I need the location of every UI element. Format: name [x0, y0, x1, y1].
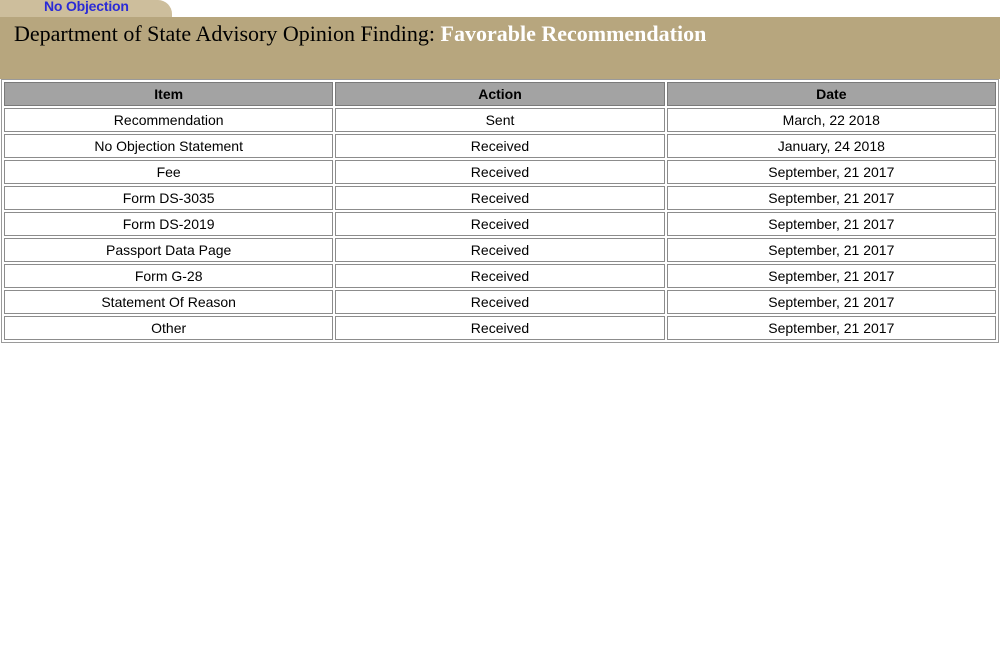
cell-date: September, 21 2017 — [667, 316, 996, 340]
cell-date: September, 21 2017 — [667, 212, 996, 236]
document-status-table — [1, 79, 999, 343]
cell-date: September, 21 2017 — [667, 160, 996, 184]
banner-prefix: Department of State Advisory Opinion Finding: — [14, 21, 436, 46]
cell-date: September, 21 2017 — [667, 290, 996, 314]
status-tab[interactable] — [0, 0, 172, 17]
table-row — [4, 238, 996, 262]
table-row — [4, 212, 996, 236]
cell-action: Received — [335, 264, 664, 288]
cell-date: September, 21 2017 — [667, 238, 996, 262]
cell-date: January, 24 2018 — [667, 134, 996, 158]
cell-date: September, 21 2017 — [667, 186, 996, 210]
cell-item: Recommendation — [4, 108, 333, 132]
table-row — [4, 316, 996, 340]
header-date: Date — [667, 82, 996, 106]
cell-item: No Objection Statement — [4, 134, 333, 158]
banner-text — [14, 21, 706, 47]
cell-item: Passport Data Page — [4, 238, 333, 262]
cell-action: Received — [335, 134, 664, 158]
cell-item: Form DS-3035 — [4, 186, 333, 210]
cell-action: Received — [335, 290, 664, 314]
cell-action: Received — [335, 212, 664, 236]
status-tab-label: No Objection — [44, 0, 129, 14]
table-row — [4, 186, 996, 210]
cell-item: Statement Of Reason — [4, 290, 333, 314]
cell-date: March, 22 2018 — [667, 108, 996, 132]
table-row — [4, 264, 996, 288]
table-row — [4, 290, 996, 314]
cell-action: Received — [335, 186, 664, 210]
table-row — [4, 160, 996, 184]
cell-date: September, 21 2017 — [667, 264, 996, 288]
cell-action: Received — [335, 160, 664, 184]
cell-item: Form DS-2019 — [4, 212, 333, 236]
header-item: Item — [4, 82, 333, 106]
cell-item: Fee — [4, 160, 333, 184]
cell-action: Sent — [335, 108, 664, 132]
table-row — [4, 134, 996, 158]
cell-item: Other — [4, 316, 333, 340]
cell-action: Received — [335, 238, 664, 262]
advisory-opinion-banner — [0, 17, 1000, 79]
header-action: Action — [335, 82, 664, 106]
cell-action: Received — [335, 316, 664, 340]
table-row — [4, 108, 996, 132]
table-header-row — [4, 82, 996, 106]
banner-finding: Favorable Recommendation — [440, 21, 707, 46]
cell-item: Form G-28 — [4, 264, 333, 288]
